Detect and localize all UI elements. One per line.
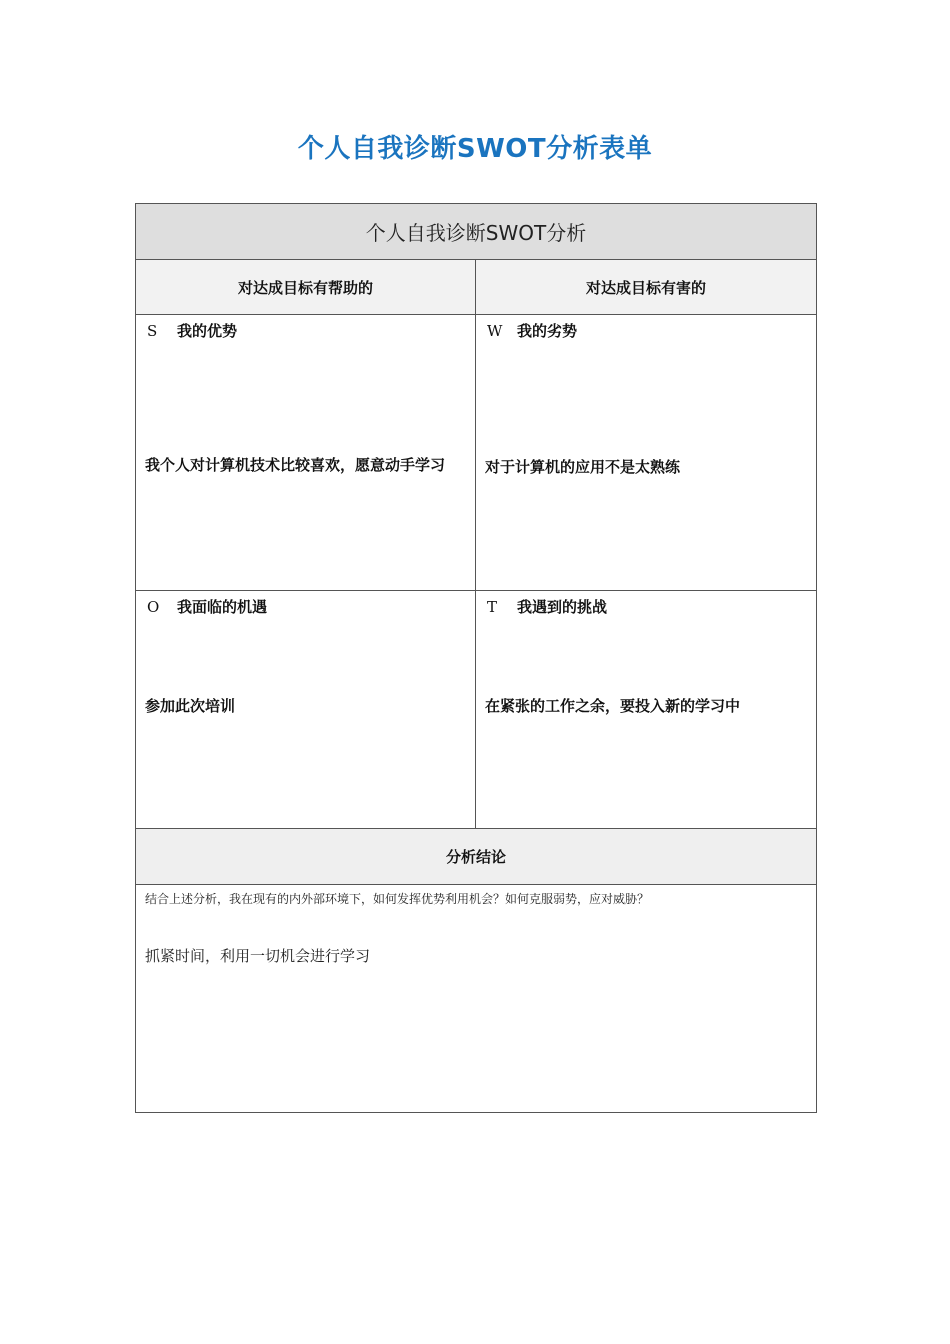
threats-cell <box>476 591 817 829</box>
opportunities-title: 我面临的机遇 <box>177 598 268 616</box>
weaknesses-cell <box>476 315 817 591</box>
document-title: 个人自我诊断SWOT分析表单 <box>297 134 653 164</box>
weaknesses-content: 对于计算机的应用不是太熟练 <box>485 458 681 476</box>
table-header: 个人自我诊断SWOT分析 <box>136 204 817 260</box>
weaknesses-letter: W <box>487 322 503 340</box>
swot-table <box>135 203 817 1113</box>
opportunities-label <box>147 596 267 617</box>
weaknesses-title: 我的劣势 <box>517 322 578 340</box>
conclusion-answer: 抓紧时间，利用一切机会进行学习 <box>145 947 371 965</box>
strengths-title: 我的优势 <box>177 322 238 340</box>
threats-letter: T <box>487 598 498 616</box>
strengths-letter: S <box>147 322 158 340</box>
threats-label <box>487 596 607 617</box>
conclusion-question: 结合上述分析，我在现有的内外部环境下，如何发挥优势利用机会？如何克服弱势，应对威胁？ <box>145 892 650 906</box>
strengths-label <box>147 320 237 341</box>
opportunities-letter: O <box>147 598 160 616</box>
weaknesses-label <box>487 320 577 341</box>
opportunities-content: 参加此次培训 <box>145 697 236 715</box>
helpful-header: 对达成目标有帮助的 <box>136 260 476 315</box>
conclusion-header: 分析结论 <box>136 829 817 885</box>
opportunities-cell <box>136 591 476 829</box>
conclusion-cell <box>136 885 817 1113</box>
strengths-cell <box>136 315 476 591</box>
threats-title: 我遇到的挑战 <box>517 598 608 616</box>
harmful-header: 对达成目标有害的 <box>476 260 817 315</box>
threats-content: 在紧张的工作之余，要投入新的学习中 <box>485 697 741 715</box>
strengths-content: 我个人对计算机技术比较喜欢，愿意动手学习 <box>145 456 446 474</box>
